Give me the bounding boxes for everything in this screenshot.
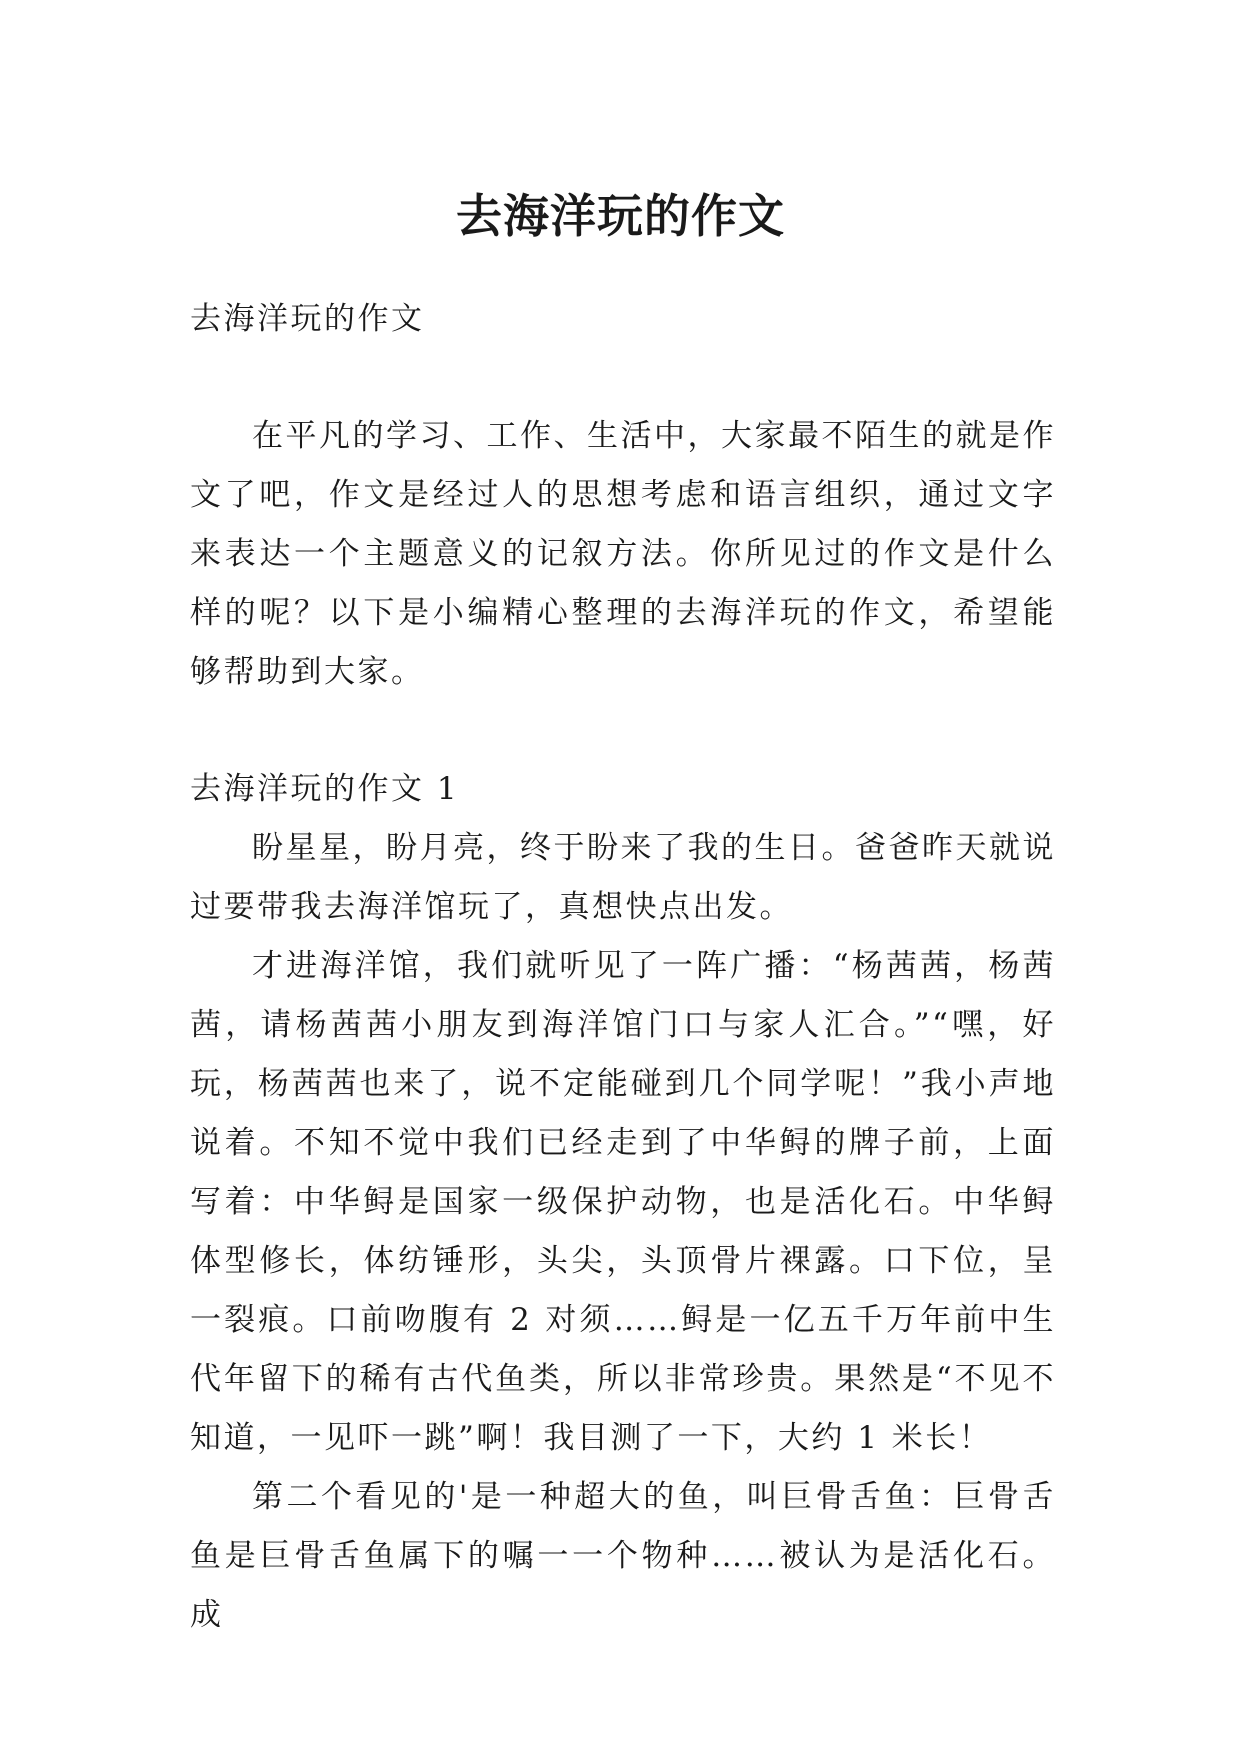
document-body <box>190 290 1056 1645</box>
document-title: 去海洋玩的作文 <box>456 188 785 243</box>
spacer <box>190 702 1056 760</box>
document-subtitle: 去海洋玩的作文 <box>190 301 425 337</box>
body-paragraph: 才进海洋馆，我们就听见了一阵广播：“杨茜茜，杨茜茜，请杨茜茜小朋友到海洋馆门口与家人汇合。”“嘿，好玩，杨茜茜也来了，说不定能碰到几个同学呢！”我小声地说着。不知不觉中我们已经走到了中华鲟的牌子前，上面写着：中华鲟是国家一级保护动物，也是活化石。中华鲟体型修长，体纺锤形，头尖，头顶骨片裸露。口下位，呈一裂痕。口前吻腹有 2 对须……鲟是一亿五千万年前中生代年留下的稀有古代鱼类，所以非常珍贵。果然是“不见不知道，一见吓一跳”啊！我目测了一下，大约 1 米长！ <box>190 948 1056 1456</box>
spacer <box>190 349 1056 407</box>
body-paragraph: 盼星星，盼月亮，终于盼来了我的生日。爸爸昨天就说过要带我去海洋馆玩了，真想快点出发。 <box>190 830 1056 925</box>
section-heading: 去海洋玩的作文 1 <box>190 771 460 807</box>
intro-paragraph: 在平凡的学习、工作、生活中，大家最不陌生的就是作文了吧，作文是经过人的思想考虑和语言组织，通过文字来表达一个主题意义的记叙方法。你所见过的作文是什么样的呢？以下是小编精心整理的去海洋玩的作文，希望能够帮助到大家。 <box>190 418 1056 690</box>
body-paragraph: 第二个看见的'是一种超大的鱼，叫巨骨舌鱼：巨骨舌鱼是巨骨舌鱼属下的嘱一一个物种……被认为是活化石。成 <box>190 1479 1056 1633</box>
